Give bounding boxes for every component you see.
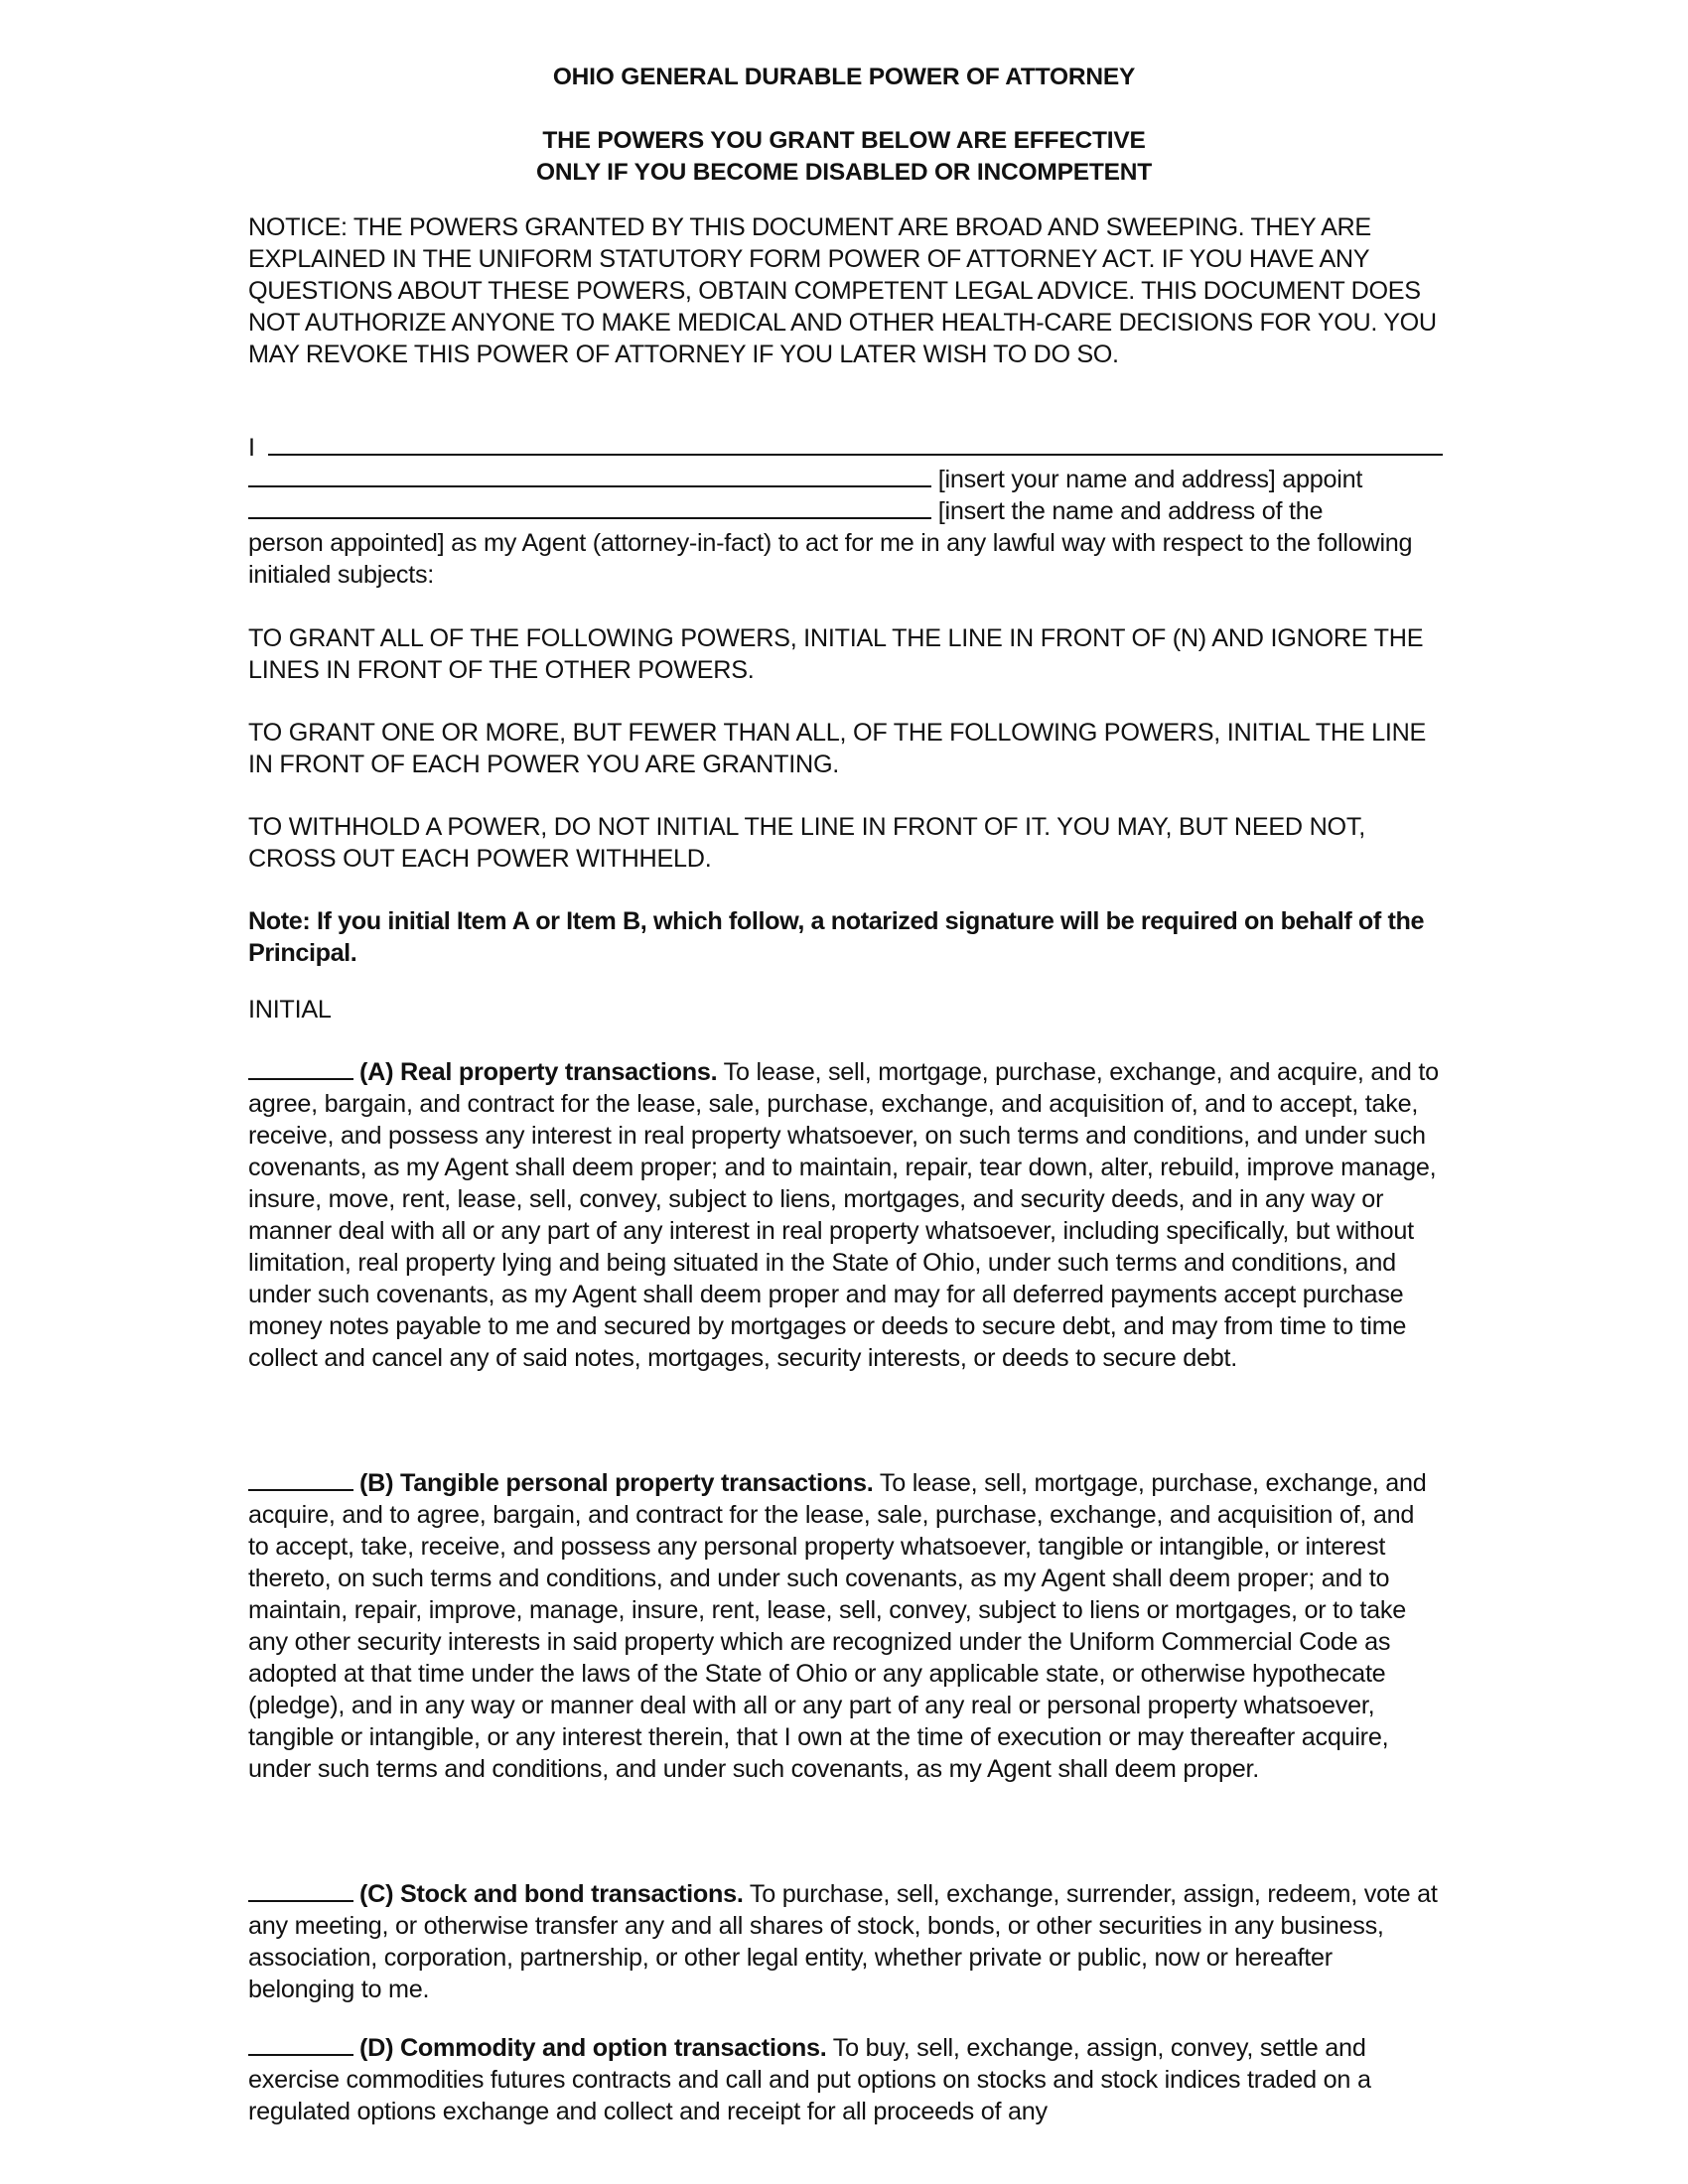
principal-name-field[interactable] — [268, 453, 1443, 456]
power-heading-a: (A) Real property transactions. — [359, 1058, 718, 1086]
initial-field-a[interactable] — [248, 1077, 353, 1080]
power-body-a: To lease, sell, mortgage, purchase, exchange, and acquire, and to agree, bargain, and contract for the lease, sale, purchase, exchange, and acquisition of, and to accept, take, receive, and possess any interest in real property whatsoever, on such terms and conditions, and under such covenants, as my Agent shall deem proper; and to maintain, repair, tear down, alter, rebuild, improve manage, insure, move, rent, lease, sell, convey, subject to liens, mortgages, and security deeds, and in any way or manner deal with all or any part of any interest in real property whatsoever, including specifically, but without limitation, real property lying and being situated in the State of Ohio, under such terms and conditions, and under such covenants, as my Agent shall deem proper and may for all deferred payments accept purchase money notes payable to me and secured by mortgages or deeds to secure debt, and may from time to time collect and cancel any of said notes, mortgages, security interests, or deeds to secure debt. — [248, 1058, 1439, 1372]
power-item-c — [248, 1878, 1440, 2005]
principal-address-line — [248, 464, 1440, 495]
power-heading-b: (B) Tangible personal property transactions. — [359, 1469, 874, 1497]
instruction-grant-all: TO GRANT ALL OF THE FOLLOWING POWERS, INITIAL THE LINE IN FRONT OF (N) AND IGNORE THE LINES IN FRONT OF THE OTHER POWERS. — [248, 624, 1424, 684]
instruction-grant-some: TO GRANT ONE OR MORE, BUT FEWER THAN ALL, OF THE FOLLOWING POWERS, INITIAL THE LINE IN FRONT OF EACH POWER YOU ARE GRANTING. — [248, 719, 1427, 778]
initial-field-b[interactable] — [248, 1488, 353, 1491]
power-body-d: To buy, sell, exchange, assign, convey, settle and exercise commodities futures contracts and call and put options on stocks and stock indices traded on a regulated options exchange and collect and receipt for all proceeds of any — [248, 2034, 1371, 2125]
document-subtitle — [248, 125, 1440, 189]
principal-address-field[interactable] — [248, 484, 931, 487]
initial-field-d[interactable] — [248, 2053, 353, 2056]
initial-label: INITIAL — [248, 996, 332, 1024]
initial-field-c[interactable] — [248, 1899, 353, 1902]
power-heading-d: (D) Commodity and option transactions. — [359, 2034, 827, 2062]
notarization-note: Note: If you initial Item A or Item B, which follow, a notarized signature will be required on behalf of the Principal. — [248, 907, 1425, 967]
power-body-c: To purchase, sell, exchange, surrender, assign, redeem, vote at any meeting, or otherwise transfer any and all shares of stock, bonds, or other securities in any business, association, corporation, partnership, or other legal entity, whether private or public, now or hereafter belonging to me. — [248, 1880, 1438, 2003]
principal-hint: [insert your name and address] appoint — [937, 466, 1363, 493]
document-title: OHIO GENERAL DURABLE POWER OF ATTORNEY — [552, 64, 1136, 90]
appointment-prefix: I — [248, 434, 255, 462]
subtitle-line-2: ONLY IF YOU BECOME DISABLED OR INCOMPETENT — [535, 159, 1153, 186]
instruction-withhold: TO WITHHOLD A POWER, DO NOT INITIAL THE LINE IN FRONT OF IT. YOU MAY, BUT NEED NOT, CROSS OUT EACH POWER WITHHELD. — [248, 813, 1365, 873]
agent-line — [248, 495, 1440, 527]
power-item-a — [248, 1056, 1440, 1374]
power-heading-c: (C) Stock and bond transactions. — [359, 1880, 744, 1908]
power-item-d — [248, 2032, 1440, 2127]
notice-paragraph: NOTICE: THE POWERS GRANTED BY THIS DOCUMENT ARE BROAD AND SWEEPING. THEY ARE EXPLAINED IN THE UNIFORM STATUTORY FORM POWER OF ATTORNEY ACT. IF YOU HAVE ANY QUESTIONS ABOUT THESE POWERS, OBTAIN COMPETENT LEGAL ADVICE. THIS DOCUMENT DOES NOT AUTHORIZE ANYONE TO MAKE MEDICAL AND OTHER HEALTH-CARE DECISIONS FOR YOU. YOU MAY REVOKE THIS POWER OF ATTORNEY IF YOU LATER WISH TO DO SO. — [248, 213, 1437, 368]
power-body-b: To lease, sell, mortgage, purchase, exchange, and acquire, and to agree, bargain, and contract for the lease, sale, purchase, exchange, and acquisition of, and to accept, take, receive, and possess any personal property whatsoever, tangible or intangible, or interest thereto, on such terms and conditions, and under such covenants, as my Agent shall deem proper; and to maintain, repair, improve, manage, insure, rent, lease, sell, convey, subject to liens or mortgages, or to take any other security interests in said property which are recognized under the Uniform Commercial Code as adopted at that time under the laws of the State of Ohio or any applicable state, or otherwise hypothecate (pledge), and in any way or manner deal with all or any part of any real or personal property whatsoever, tangible or intangible, or any interest therein, that I own at the time of execution or may thereafter acquire, under such terms and conditions, and under such covenants, as my Agent shall deem proper. — [248, 1469, 1427, 1783]
agent-hint: [insert the name and address of the — [937, 497, 1324, 525]
appointment-continuation: person appointed] as my Agent (attorney-in-fact) to act for me in any lawful way with respect to the following initialed subjects: — [248, 529, 1413, 589]
subtitle-line-1: THE POWERS YOU GRANT BELOW ARE EFFECTIVE — [542, 127, 1146, 154]
principal-line — [248, 432, 1440, 464]
agent-name-field[interactable] — [248, 516, 931, 519]
power-item-b — [248, 1467, 1440, 1785]
